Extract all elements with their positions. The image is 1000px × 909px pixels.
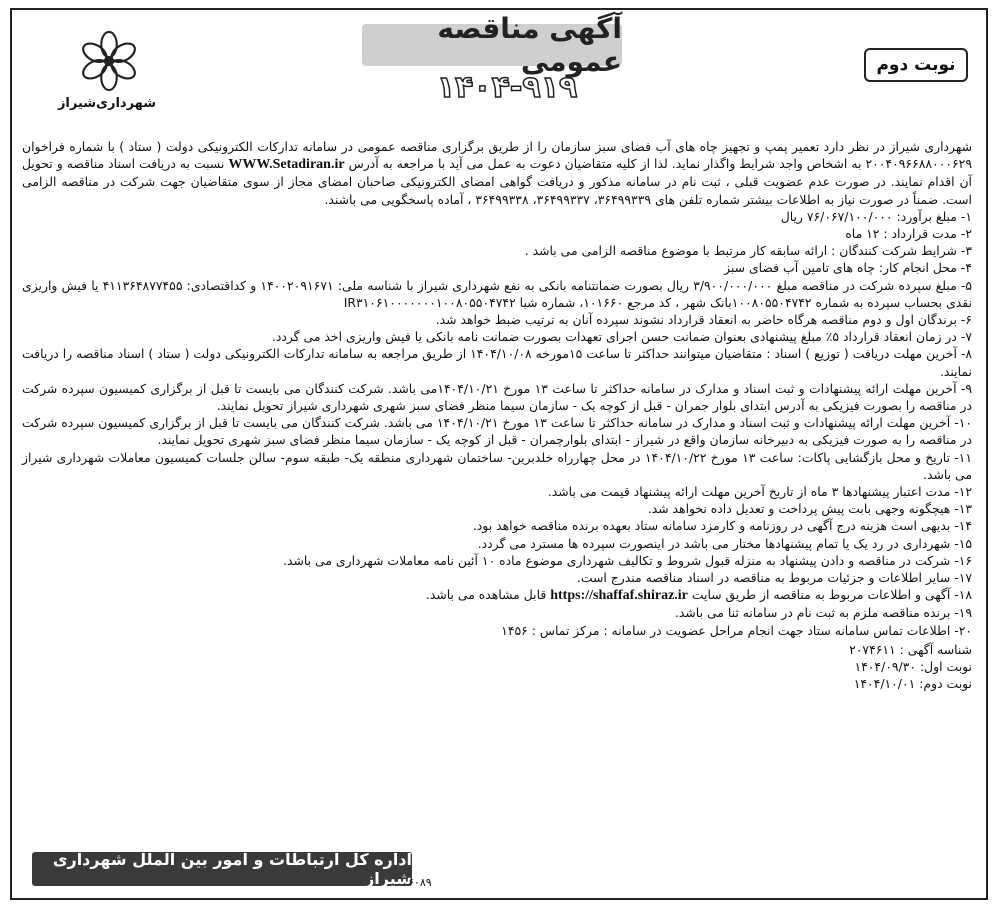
org-name: شهرداری‌شیراز (57, 96, 157, 111)
ad-number: ۱۴۰۴-۹۱۹ (436, 70, 578, 105)
notice-meta (22, 641, 972, 692)
list-item: ۲- مدت قرارداد : ۱۲ ماه (845, 226, 972, 242)
list-item: ۱۴- بدیهی است هزینه درج آگهی در روزنامه و کارمزد سامانه ستاد بعهده برنده مناقصه خواهد بود. (472, 518, 972, 534)
list-item: ۳- شرایط شرکت کنندگان : ارائه سابقه کار مرتبط با موضوع مناقصه الزامی می باشد . (524, 243, 972, 259)
list-item: ۲۰- اطلاعات تماس سامانه ستاد جهت انجام مراحل عضویت در سامانه : مرکز تماس : ۱۴۵۶ (501, 622, 972, 638)
intro-paragraph (22, 138, 972, 208)
list-item: ۱۲- مدت اعتبار پیشنهادها ۳ ماه از تاریخ آخرین مهلت ارائه پیشنهاد قیمت می باشد. (547, 484, 972, 500)
intro-text-2: نسبت به دریافت اسناد مناقصه و تحویل آن اقدام نمایند. در صورت عدم عضویت قبلی ، ثبت نام در سامانه مذکور و دریافت گواهی امضای الکترونیکی صاحبان امضای مجاز از سوی متقاضیان جهت شرکت در مناقصه الزامی است. ضمناً در صورت نیاز به اطلاعات بیشتر شماره تلفن های ۳۶۴۹۹۳۳۹، ۳۶۴۹۹۳۳۷، ۳۶۴۹۹۳۳۸ ، آماده پاسخگویی می باشند. (22, 156, 972, 207)
shaffaf-link[interactable]: https://shaffaf.shiraz.ir (550, 588, 688, 604)
list-item: ۱۶- شرکت در مناقصه و دادن پیشنهاد به منزله قبول شروط و تکالیف شهرداری موضوع ماده ۱۰ آئین نامه معاملات شهرداری می باشد. (283, 552, 972, 568)
item18-text-1: ۱۸- آگهی و اطلاعات مربوط به مناقصه از طریق سایت (691, 587, 972, 603)
second-turn-date: نوبت دوم: ۱۴۰۴/۱۰/۰۱ (853, 675, 972, 691)
turn-badge: نوبت دوم (864, 48, 968, 82)
ad-id: شناسه آگهی : ۲۰۷۴۶۱۱ (849, 641, 972, 657)
list-item: ۴- محل انجام کار: چاه های تامین آب فضای سبز (724, 260, 972, 276)
setadiran-link[interactable]: WWW.Setadiran.ir (228, 157, 345, 173)
department-banner: اداره کل ارتباطات و امور بین الملل شهرداری شیراز (32, 852, 412, 886)
list-item: ۱۰- آخرین مهلت ارائه پیشنهادات و ثبت اسناد و مدارک در سامانه حداکثر تا ساعت ۱۳ مورخ ۱۴۰۴/۱۰/۲۱ می باشد. شرکت کنندگان می بایست تا قبل از برگزاری کمیسیون سپرده شرکت در مناقصه را به صورت فیزیکی به دبیرخانه سازمان واقع در شیراز - ابتدای بلوارچمران - قبل از کوچه یک - سازمان سیما منظر فضای سبز شهری تحویل نمایند. (22, 415, 973, 448)
first-turn-date: نوبت اول: ۱۴۰۴/۰۹/۳۰ (854, 658, 972, 674)
list-item: ۸- آخرین مهلت دریافت ( توزیع ) اسناد : متقاضیان میتوانند حداکثر تا ساعت ۱۵مورخه ۱۴۰۴/۱۰/۰۸ از طریق مراجعه به سامانه تدارکات الکترونیکی دولت ( ستاد ) اسناد مناقصه را دریافت نمایند. (22, 346, 972, 379)
list-item: ۷- در زمان انعقاد قرارداد ۵٪ مبلغ پیشنهادی بعنوان ضمانت حسن اجرای تعهدات بصورت ضمانت نامه بانکی یا فیش واریزی اخذ می گردد. (271, 329, 972, 345)
list-item (22, 586, 972, 604)
conditions-list (22, 208, 972, 639)
list-item: ۵- مبلغ سپرده شرکت در مناقصه مبلغ ۳/۹۰۰/۰۰۰/۰۰۰ ریال بصورت ضمانتنامه بانکی به نفع شهرداری شیراز با شناسه ملی: ۱۴۰۰۲۰۹۱۶۷۱ و کداقتصادی: ۴۱۱۳۶۴۸۷۷۴۵۵ یا فیش واریزی نقدی بحساب سپرده به شماره ۱۰۰۸۰۵۵۰۴۷۴۲بانک شهر ، کد مرجع ۱۰۱۶۶۰، شماره شبا IR۳۱۰۶۱۰۰۰۰۰۰۰۱۰۰۸۰۵۵۰۴۷۴۲ (22, 277, 973, 310)
notice-body (22, 138, 972, 692)
notice-title: آگهی مناقصه عمومی (362, 24, 622, 66)
list-item: ۱۷- سایر اطلاعات و جزئیات مربوط به مناقصه در اسناد مناقصه مندرج است. (576, 570, 972, 586)
tender-notice (10, 8, 988, 900)
notice-code: ۶۰۸۹ (408, 876, 432, 889)
item18-text-2: قابل مشاهده می باشد. (425, 587, 547, 603)
list-item: ۱۱- تاریخ و محل بازگشایی پاکات: ساعت ۱۳ مورخ ۱۴۰۴/۱۰/۲۲ در محل چهارراه خلدبرین- ساختمان شهرداری منطقه یک- طبقه سوم- سالن جلسات کمیسیون معاملات شهرداری شیراز می باشد. (22, 449, 972, 482)
list-item: ۱۳- هیچگونه وجهی بابت پیش پرداخت و تعدیل داده نخواهد شد. (647, 501, 972, 517)
municipality-flower-logo-icon (74, 30, 144, 92)
list-item: ۶- برندگان اول و دوم مناقصه هرگاه حاضر به انعقاد قرارداد نشوند سپرده آنان به ترتیب ضبط خواهد شد. (435, 312, 972, 328)
list-item: ۱- مبلغ برآورد: ۷۶/۰۶۷/۱۰۰/۰۰۰ ریال (780, 208, 972, 224)
intro-text-1: شهرداری شیراز در نظر دارد تعمیر پمپ و تجهیز چاه های آب فضای سبز سازمان را از طریق برگزاری مناقصه عمومی در سامانه تدارکات الکترونیکی دولت ( ستاد ) با شماره فراخوان ۲۰۰۴۰۹۶۶۸۸۰۰۰۶۲۹ به اشخاص واجد شرایط واگذار نماید. لذا از کلیه متقاضیان دعوت به عمل می آید با مراجعه به آدرس (22, 139, 972, 172)
list-item: ۱۵- شهرداری در رد یک یا تمام پیشنهادها مختار می باشد در اینصورت سپرده ها مسترد می گردد. (477, 535, 972, 551)
list-item: ۱۹- برنده مناقصه ملزم به ثبت نام در سامانه ثنا می باشد. (674, 605, 972, 621)
notice-header (12, 10, 986, 138)
list-item: ۹- آخرین مهلت ارائه پیشنهادات و ثبت اسناد و مدارک در سامانه حداکثر تا ساعت ۱۳ مورخ ۱۴۰۴/۱۰/۲۱می باشد. شرکت کنندگان می بایست تا قبل از برگزاری کمیسیون سپرده شرکت در مناقصه را بصورت فیزیکی به آدرس ابتدای بلوار جمران - قبل از کوچه یک - سازمان سیما منظر فضای سبز شهری شهرداری شیراز تحویل نمایند. (22, 380, 972, 414)
